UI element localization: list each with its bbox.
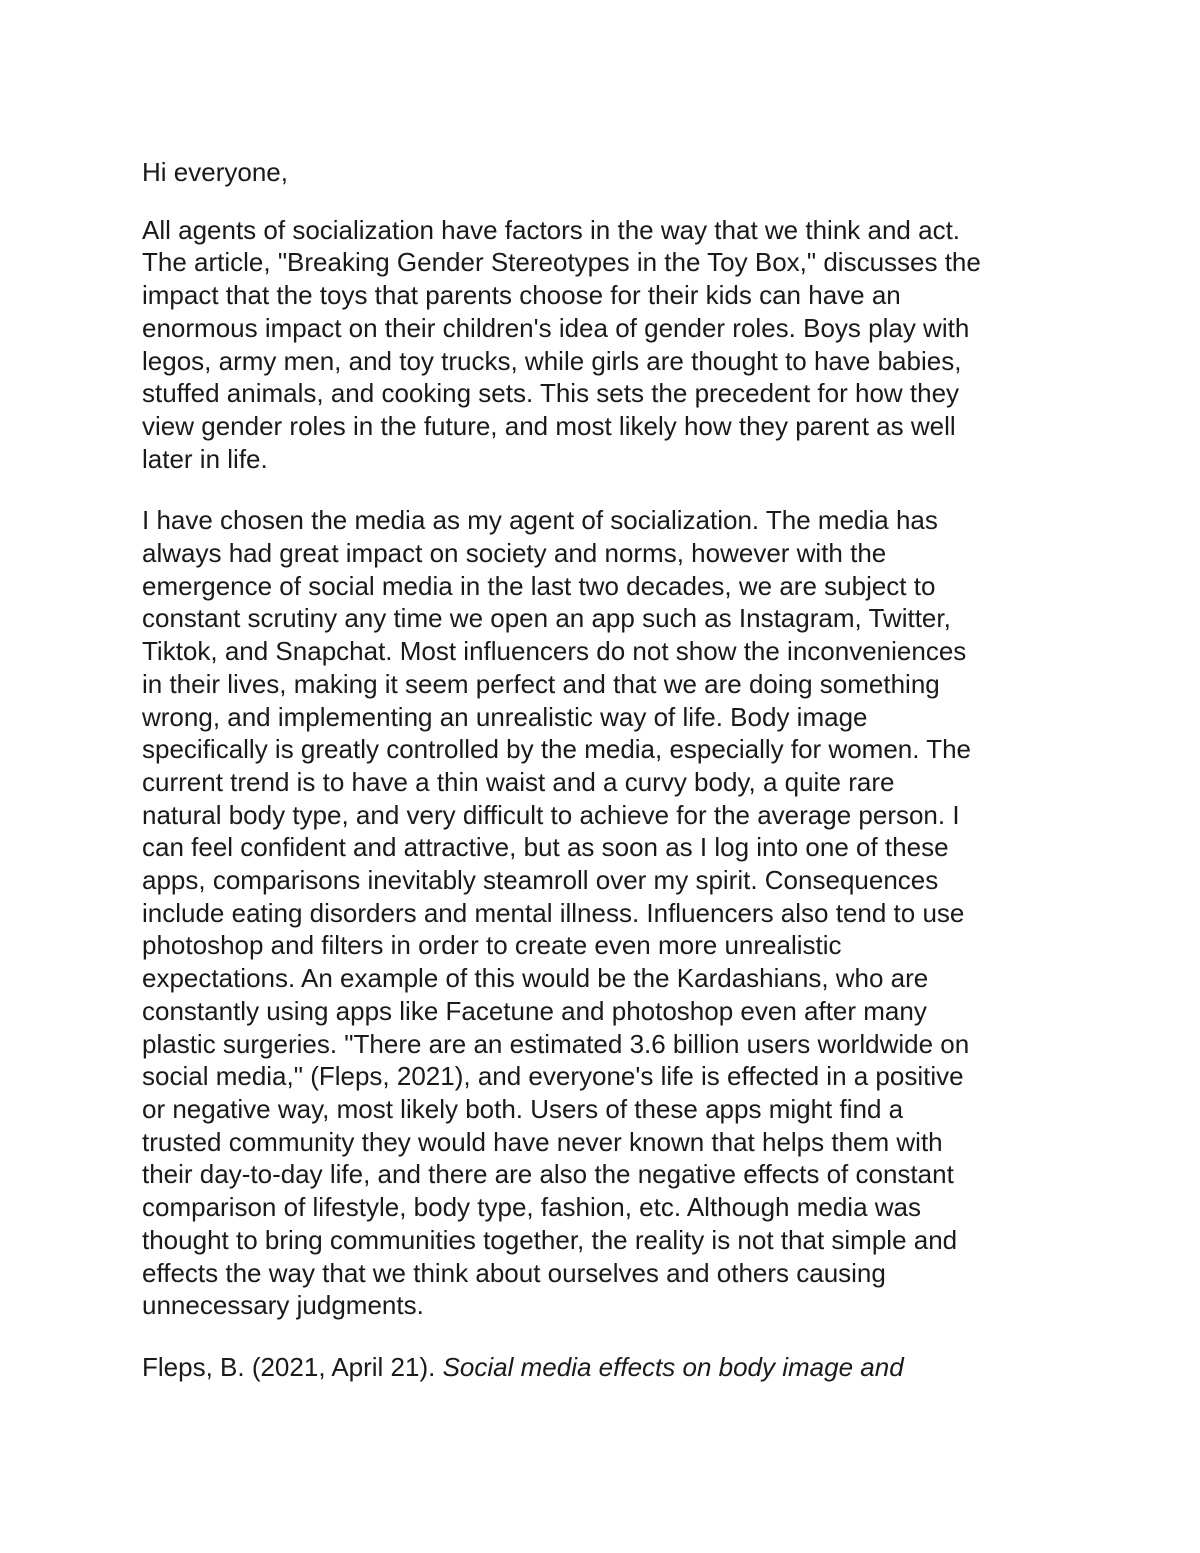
text-line: photoshop and filters in order to create even more unrealistic <box>142 930 842 961</box>
greeting: Hi everyone, <box>142 157 288 187</box>
text-line: apps, comparisons inevitably steamroll over my spirit. Consequences <box>142 865 939 896</box>
text-line: in their lives, making it seem perfect and that we are doing something <box>142 668 940 699</box>
text-line: impact that the toys that parents choose for their kids can have an <box>142 280 901 311</box>
text-line: or negative way, most likely both. Users of these apps might find a <box>142 1093 904 1124</box>
text-line: include eating disorders and mental illness. Influencers also tend to use <box>142 897 965 928</box>
document-body <box>142 156 1072 1384</box>
reference-citation <box>142 1351 1072 1384</box>
text-line: natural body type, and very difficult to achieve for the average person. I <box>142 799 960 830</box>
reference-author-date: Fleps, B. (2021, April 21). <box>142 1351 443 1382</box>
text-line: The article, "Breaking Gender Stereotypes in the Toy Box," discusses the <box>142 247 981 278</box>
text-line: Tiktok, and Snapchat. Most influencers do not show the inconveniences <box>142 636 967 667</box>
text-line: constantly using apps like Facetune and photoshop even after many <box>142 995 927 1026</box>
paragraph-toy-box <box>142 214 1072 476</box>
text-line: current trend is to have a thin waist and a curvy body, a quite rare <box>142 766 895 797</box>
text-line: trusted community they would have never known that helps them with <box>142 1126 943 1157</box>
text-line: legos, army men, and toy trucks, while girls are thought to have babies, <box>142 345 962 376</box>
text-line: specifically is greatly controlled by the media, especially for women. The <box>142 734 972 765</box>
text-line: unnecessary judgments. <box>142 1290 424 1321</box>
text-line: enormous impact on their children's idea of gender roles. Boys play with <box>142 312 970 343</box>
text-line: wrong, and implementing an unrealistic way of life. Body image <box>142 701 868 732</box>
text-line: later in life. <box>142 443 268 474</box>
text-line: I have chosen the media as my agent of socialization. The media has <box>142 505 938 536</box>
text-line: effects the way that we think about ourselves and others causing <box>142 1257 886 1288</box>
text-line: thought to bring communities together, the reality is not that simple and <box>142 1224 958 1255</box>
text-line: expectations. An example of this would be the Kardashians, who are <box>142 963 929 994</box>
text-line: view gender roles in the future, and most likely how they parent as well <box>142 410 956 441</box>
text-line: stuffed animals, and cooking sets. This sets the precedent for how they <box>142 378 960 409</box>
text-line: All agents of socialization have factors in the way that we think and act. <box>142 214 961 245</box>
text-line: comparison of lifestyle, body type, fashion, etc. Although media was <box>142 1192 921 1223</box>
reference-title: Social media effects on body image and <box>442 1351 904 1382</box>
paragraph-media <box>142 504 1072 1322</box>
text-line: plastic surgeries. "There are an estimated 3.6 billion users worldwide on <box>142 1028 970 1059</box>
text-line: emergence of social media in the last two decades, we are subject to <box>142 570 936 601</box>
text-line: always had great impact on society and norms, however with the <box>142 538 887 569</box>
text-line: their day-to-day life, and there are also the negative effects of constant <box>142 1159 954 1190</box>
text-line: can feel confident and attractive, but as soon as I log into one of these <box>142 832 949 863</box>
text-line: social media," (Fleps, 2021), and everyone's life is effected in a positive <box>142 1061 964 1092</box>
text-line: constant scrutiny any time we open an app such as Instagram, Twitter, <box>142 603 951 634</box>
